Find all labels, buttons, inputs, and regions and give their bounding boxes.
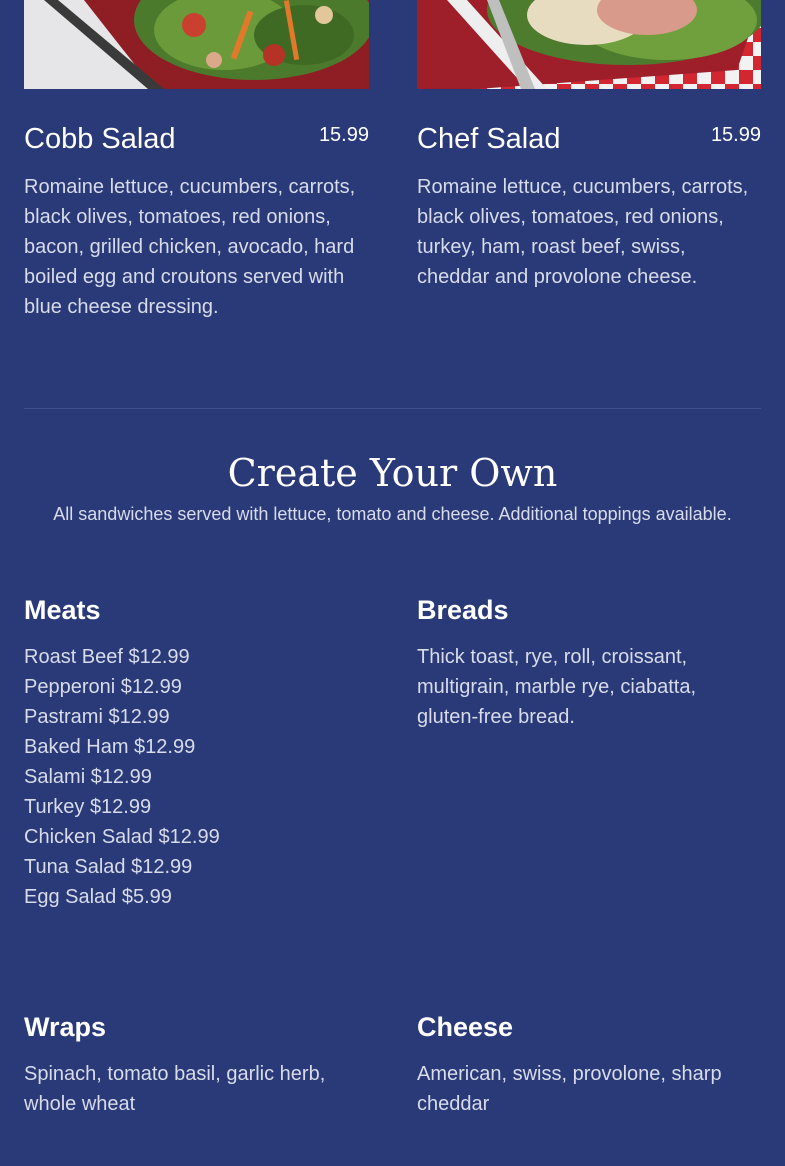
list-item: Chicken Salad $12.99 bbox=[24, 826, 220, 848]
category-title: Cheese bbox=[417, 1012, 514, 1042]
section-subtitle: All sandwiches served with lettuce, tomato and cheese. Additional toppings available. bbox=[53, 504, 732, 524]
section-divider bbox=[24, 408, 761, 409]
list-item: Pepperoni $12.99 bbox=[24, 676, 182, 698]
list-item: Egg Salad $5.99 bbox=[24, 886, 172, 908]
section-title: Create Your Own bbox=[227, 451, 558, 495]
list-item: Roast Beef $12.99 bbox=[24, 646, 190, 668]
item-description: Romaine lettuce, cucumbers, carrots, black olives, tomatoes, red onions, bacon, grilled chicken, avocado, hard boiled egg and croutons served with blue cheese dressing. bbox=[24, 176, 356, 318]
menu-item-chef-salad bbox=[417, 118, 761, 292]
list-item: Baked Ham $12.99 bbox=[24, 736, 196, 758]
category-breads bbox=[417, 590, 761, 732]
item-name: Cobb Salad bbox=[24, 123, 176, 155]
item-description: Romaine lettuce, cucumbers, carrots, black olives, tomatoes, red onions, turkey, ham, roast beef, swiss, cheddar and provolone cheese. bbox=[417, 176, 749, 288]
category-cheese bbox=[417, 1007, 761, 1119]
item-price: 15.99 bbox=[710, 124, 761, 146]
chef-salad-photo bbox=[417, 0, 761, 89]
cobb-salad-photo bbox=[24, 0, 369, 89]
category-wraps bbox=[24, 1007, 369, 1119]
list-item: Salami $12.99 bbox=[24, 766, 152, 788]
list-item: Turkey $12.99 bbox=[24, 796, 152, 818]
category-title: Meats bbox=[24, 595, 101, 625]
item-price: 15.99 bbox=[318, 124, 369, 146]
category-text: Spinach, tomato basil, garlic herb, whole wheat bbox=[24, 1063, 326, 1115]
category-title: Breads bbox=[417, 595, 509, 625]
menu-item-header bbox=[417, 118, 761, 160]
category-meats bbox=[24, 590, 369, 912]
list-item: Pastrami $12.99 bbox=[24, 706, 170, 728]
category-title: Wraps bbox=[24, 1012, 107, 1042]
meats-list bbox=[24, 642, 369, 912]
category-text: American, swiss, provolone, sharp cheddar bbox=[417, 1063, 722, 1115]
list-item: Tuna Salad $12.99 bbox=[24, 856, 193, 878]
category-text: Thick toast, rye, roll, croissant, multigrain, marble rye, ciabatta, gluten-free bread. bbox=[417, 646, 697, 728]
menu-item-cobb-salad bbox=[24, 118, 369, 322]
menu-item-header bbox=[24, 118, 369, 160]
item-name: Chef Salad bbox=[417, 123, 561, 155]
